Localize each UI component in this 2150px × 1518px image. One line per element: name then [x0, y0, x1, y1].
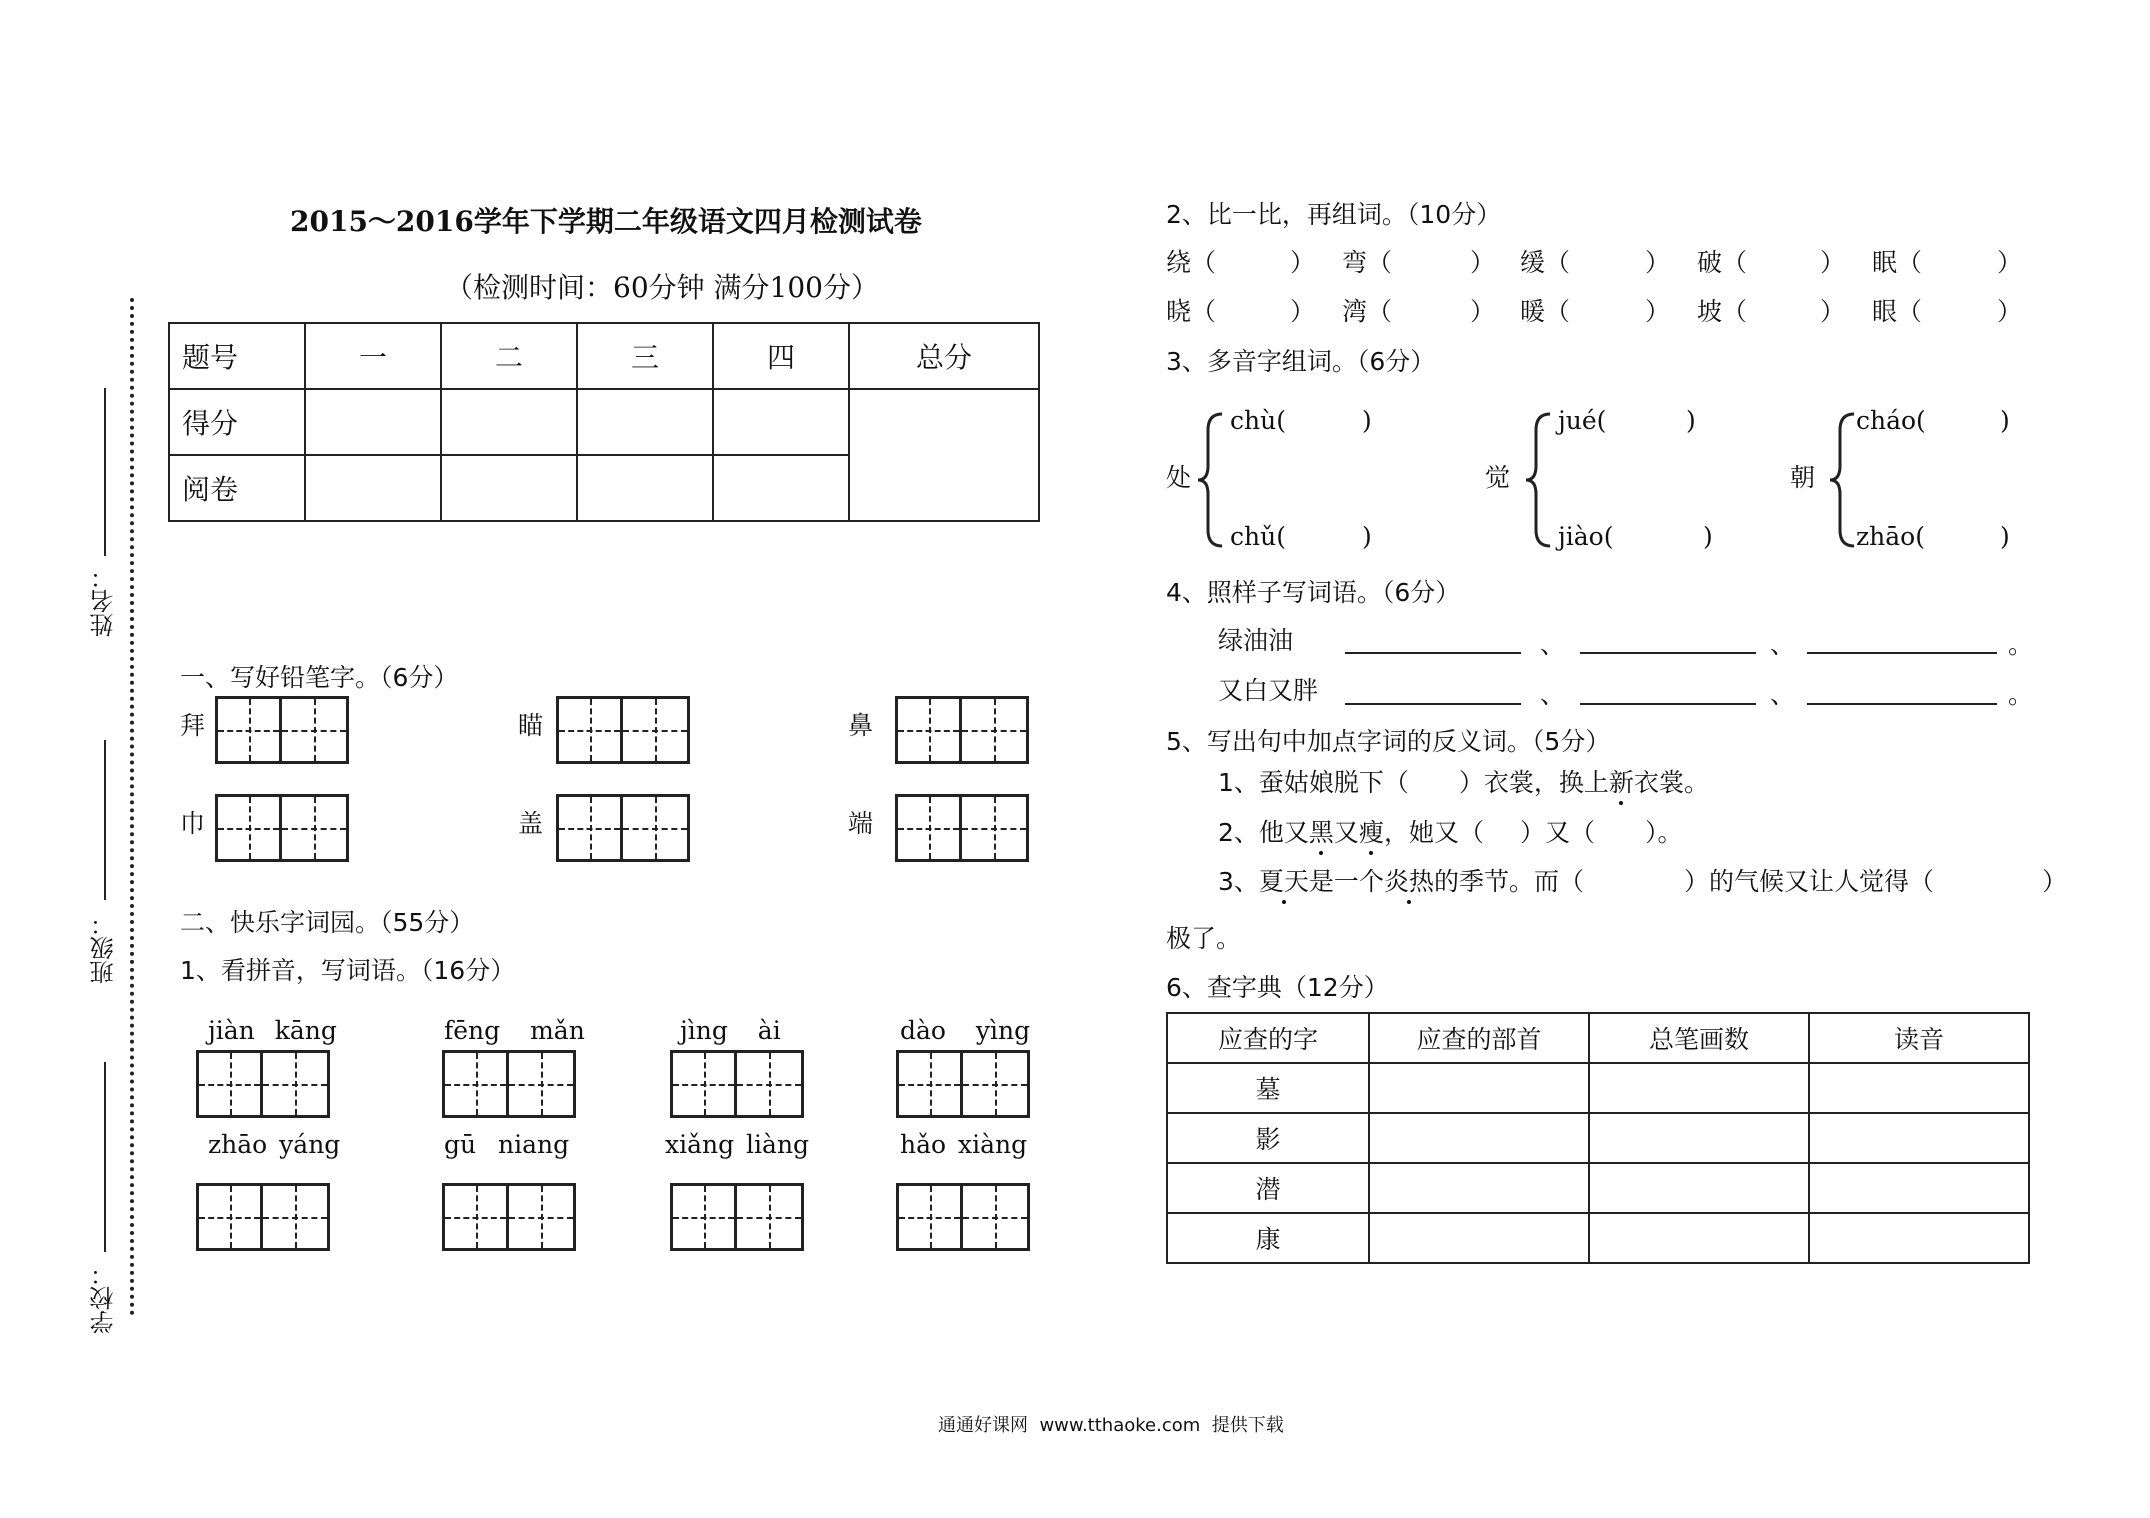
score-row-label: 得分 — [169, 389, 305, 455]
polyphone-reading: chǔ( — [1230, 522, 1286, 551]
text: 又 — [1333, 818, 1359, 847]
pinyin: jìng ài — [680, 1016, 781, 1045]
answer-blank[interactable] — [1807, 702, 1997, 705]
pinyin: hǎo xiàng — [900, 1130, 1028, 1159]
page-subtitle: （检测时间：60分钟 满分100分） — [445, 271, 879, 304]
dict-char: 影 — [1167, 1113, 1369, 1163]
answer-cell[interactable] — [1369, 1063, 1589, 1113]
polyphone-close: ) — [2000, 406, 2010, 435]
answer-blank[interactable] — [1580, 651, 1756, 654]
compare-item: 暖（ — [1520, 297, 1571, 326]
q5-sentence-3-end: 极了。 — [1166, 924, 1242, 953]
polyphone-close: ) — [1686, 406, 1696, 435]
polyphone-close: ) — [1362, 522, 1372, 551]
pinyin: jiàn kāng — [208, 1016, 337, 1045]
table-row — [1167, 1163, 2029, 1213]
practice-char: 巾 — [180, 809, 206, 838]
dict-header: 应查的部首 — [1369, 1013, 1589, 1063]
dotted-word: 夏天 — [1258, 867, 1309, 896]
writing-grid[interactable] — [556, 794, 690, 862]
grader-cell[interactable] — [713, 455, 849, 521]
compare-close: ） — [1290, 297, 1316, 326]
polyphone-reading: jiào( — [1558, 522, 1614, 551]
answer-cell[interactable] — [1809, 1213, 2029, 1263]
answer-cell[interactable] — [1369, 1113, 1589, 1163]
dict-char: 潜 — [1167, 1163, 1369, 1213]
compare-item: 晓（ — [1166, 297, 1217, 326]
dict-char: 墓 — [1167, 1063, 1369, 1113]
pinyin: xiǎng liàng — [665, 1130, 810, 1159]
text: 衣裳。 — [1633, 768, 1709, 797]
polyphone-reading: chù( — [1230, 406, 1286, 435]
compare-close: ） — [1645, 248, 1671, 277]
compare-item: 坡（ — [1697, 297, 1748, 326]
grader-row-label: 阅卷 — [169, 455, 305, 521]
score-header-cell: 四 — [713, 323, 849, 389]
dict-header: 应查的字 — [1167, 1013, 1369, 1063]
polyphone-char: 觉 — [1485, 463, 1511, 492]
brace-icon — [1828, 410, 1858, 550]
text: 2、他又 — [1218, 818, 1309, 847]
q4-heading: 4、照样子写词语。（6分） — [1166, 578, 1461, 607]
dict-char: 康 — [1167, 1213, 1369, 1263]
score-cell[interactable] — [305, 389, 441, 455]
score-header-cell: 二 — [441, 323, 577, 389]
pinyin: dào yìng — [900, 1016, 1031, 1045]
compare-item: 破（ — [1697, 248, 1748, 277]
practice-char: 盖 — [518, 809, 544, 838]
text: ） — [2041, 867, 2067, 896]
polyphone-close: ) — [2000, 522, 2010, 551]
answer-cell[interactable] — [1809, 1113, 2029, 1163]
writing-grid[interactable] — [896, 1050, 1030, 1118]
writing-grid[interactable] — [442, 1050, 576, 1118]
q5-sentence-1 — [1218, 770, 1709, 795]
writing-grid[interactable] — [670, 1183, 804, 1251]
writing-grid[interactable] — [556, 696, 690, 764]
q3-heading: 3、多音字组词。（6分） — [1166, 347, 1436, 376]
polyphone-reading: cháo( — [1856, 406, 1926, 435]
practice-char: 瞄 — [518, 711, 544, 740]
example-word: 绿油油 — [1218, 626, 1294, 655]
class-label: 班级： — [90, 912, 118, 984]
compare-close: ） — [1820, 297, 1846, 326]
score-header-cell: 三 — [577, 323, 713, 389]
name-label: 姓名： — [90, 565, 118, 637]
dotted-word: 瘦 — [1358, 818, 1384, 847]
section1-heading: 一、写好铅笔字。（6分） — [180, 663, 459, 692]
separator: 、 — [1770, 680, 1796, 709]
practice-char: 端 — [848, 809, 874, 838]
practice-char: 鼻 — [848, 711, 874, 740]
compare-close: ） — [1997, 297, 2023, 326]
answer-cell[interactable] — [1589, 1113, 1809, 1163]
writing-grid[interactable] — [196, 1183, 330, 1251]
page-title: 2015～2016学年下学期二年级语文四月检测试卷 — [290, 205, 922, 238]
score-header-cell: 总分 — [849, 323, 1039, 389]
compare-item: 缓（ — [1520, 248, 1571, 277]
table-row — [1167, 1063, 2029, 1113]
compare-item: 湾（ — [1342, 297, 1393, 326]
answer-blank[interactable] — [1580, 702, 1756, 705]
pinyin: gū niang — [444, 1130, 570, 1159]
writing-grid[interactable] — [215, 696, 349, 764]
text: 的季节。而（ — [1433, 867, 1584, 896]
answer-blank[interactable] — [1345, 651, 1521, 654]
answer-cell[interactable] — [1589, 1163, 1809, 1213]
compare-item: 眠（ — [1872, 248, 1923, 277]
writing-grid[interactable] — [896, 1183, 1030, 1251]
score-cell[interactable] — [713, 389, 849, 455]
writing-grid[interactable] — [895, 696, 1029, 764]
answer-blank[interactable] — [1807, 651, 1997, 654]
compare-item: 绕（ — [1166, 248, 1217, 277]
separator: 、 — [1540, 630, 1566, 659]
grader-cell[interactable] — [577, 455, 713, 521]
score-header-cell: 题号 — [169, 323, 305, 389]
answer-cell[interactable] — [1369, 1213, 1589, 1263]
text: ，她又（ — [1383, 818, 1484, 847]
answer-cell[interactable] — [1809, 1063, 2029, 1113]
writing-grid[interactable] — [895, 794, 1029, 862]
writing-grid[interactable] — [442, 1183, 576, 1251]
polyphone-char: 处 — [1166, 463, 1192, 492]
grader-cell[interactable] — [305, 455, 441, 521]
compare-close: ） — [1997, 248, 2023, 277]
answer-cell[interactable] — [1809, 1163, 2029, 1213]
q5-sentence-2 — [1218, 820, 1683, 845]
dictionary-table — [1166, 1012, 2030, 1264]
text: 3、 — [1218, 867, 1259, 896]
dotted-word: 黑 — [1308, 818, 1334, 847]
footer-text: 通通好课网 www.tthaoke.com 提供下载 — [938, 1415, 1284, 1436]
writing-grid[interactable] — [670, 1050, 804, 1118]
table-row — [1167, 1213, 2029, 1263]
answer-blank[interactable] — [1345, 702, 1521, 705]
polyphone-close: ) — [1362, 406, 1372, 435]
dotted-word: 炎热 — [1383, 867, 1434, 896]
text: 是一个 — [1308, 867, 1384, 896]
q1-heading: 1、看拼音，写词语。（16分） — [180, 956, 516, 985]
separator: 、 — [1540, 680, 1566, 709]
q5-heading: 5、写出句中加点字词的反义词。（5分） — [1166, 727, 1611, 756]
school-label: 学校： — [90, 1262, 118, 1334]
polyphone-reading: zhāo( — [1856, 522, 1925, 551]
compare-close: ） — [1470, 248, 1496, 277]
brace-icon — [1196, 410, 1226, 550]
q6-heading: 6、查字典（12分） — [1166, 973, 1389, 1002]
text: ）衣裳，换上 — [1458, 768, 1609, 797]
score-header-cell: 一 — [305, 323, 441, 389]
compare-item: 弯（ — [1342, 248, 1393, 277]
binding-dotted-line — [130, 298, 134, 1316]
brace-icon — [1524, 410, 1554, 550]
compare-close: ） — [1290, 248, 1316, 277]
text: ）。 — [1644, 818, 1683, 847]
dotted-word: 新 — [1608, 768, 1634, 797]
polyphone-char: 朝 — [1790, 463, 1816, 492]
class-line — [104, 740, 106, 900]
text: 1、蚕姑娘脱下（ — [1218, 768, 1409, 797]
answer-cell[interactable] — [1369, 1163, 1589, 1213]
example-word: 又白又胖 — [1218, 676, 1319, 705]
answer-cell[interactable] — [1589, 1063, 1809, 1113]
pinyin: zhāo yáng — [208, 1130, 341, 1159]
score-cell[interactable] — [577, 389, 713, 455]
score-table — [168, 322, 1040, 522]
compare-close: ） — [1645, 297, 1671, 326]
section2-heading: 二、快乐字词园。（55分） — [180, 908, 475, 937]
polyphone-reading: jué( — [1558, 406, 1607, 435]
q5-sentence-3 — [1218, 869, 2067, 894]
writing-grid[interactable] — [196, 1050, 330, 1118]
grader-cell[interactable] — [441, 455, 577, 521]
period: 。 — [2008, 680, 2034, 709]
dict-header: 读音 — [1809, 1013, 2029, 1063]
practice-char: 拜 — [180, 711, 206, 740]
text: ）的气候又让人觉得（ — [1683, 867, 1934, 896]
school-line — [104, 1062, 106, 1252]
answer-cell[interactable] — [1589, 1213, 1809, 1263]
compare-item: 眼（ — [1872, 297, 1923, 326]
dict-header: 总笔画数 — [1589, 1013, 1809, 1063]
table-row — [1167, 1113, 2029, 1163]
compare-close: ） — [1470, 297, 1496, 326]
period: 。 — [2008, 630, 2034, 659]
compare-close: ） — [1820, 248, 1846, 277]
score-cell[interactable] — [441, 389, 577, 455]
name-line — [104, 388, 106, 556]
writing-grid[interactable] — [215, 794, 349, 862]
polyphone-close: ) — [1703, 522, 1713, 551]
q2-heading: 2、比一比，再组词。（10分） — [1166, 200, 1502, 229]
text: ）又（ — [1519, 818, 1595, 847]
total-score-cell[interactable] — [849, 389, 1039, 521]
pinyin: fēng mǎn — [444, 1016, 585, 1045]
separator: 、 — [1770, 630, 1796, 659]
